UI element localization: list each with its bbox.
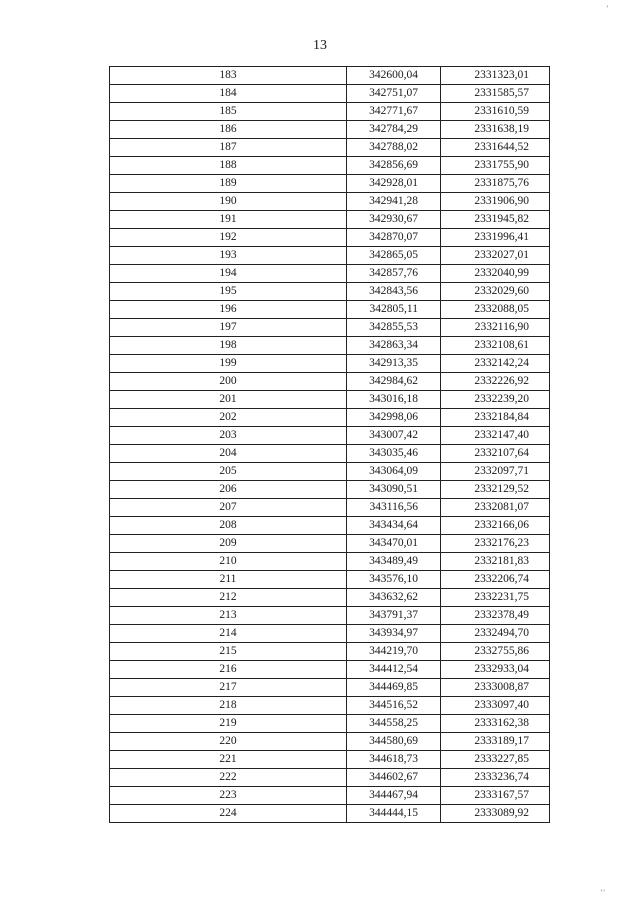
- table-row: [110, 139, 550, 157]
- y-coordinate-cell: 2332176,23: [441, 535, 550, 553]
- table-row: [110, 373, 550, 391]
- y-coordinate-cell: 2333189,17: [441, 733, 550, 751]
- table-row: [110, 697, 550, 715]
- x-coordinate-cell: 342870,07: [347, 229, 441, 247]
- y-coordinate-cell: 2332206,74: [441, 571, 550, 589]
- y-coordinate-cell: 2332081,07: [441, 499, 550, 517]
- x-coordinate-cell: 342771,67: [347, 103, 441, 121]
- point-number-cell: 215: [110, 643, 347, 661]
- table-row: [110, 157, 550, 175]
- y-coordinate-cell: 2333162,38: [441, 715, 550, 733]
- y-coordinate-cell: 2332231,75: [441, 589, 550, 607]
- x-coordinate-cell: 344412,54: [347, 661, 441, 679]
- point-number-cell: 214: [110, 625, 347, 643]
- x-coordinate-cell: 342863,34: [347, 337, 441, 355]
- y-coordinate-cell: 2332029,60: [441, 283, 550, 301]
- point-number-cell: 213: [110, 607, 347, 625]
- table-row: [110, 499, 550, 517]
- y-coordinate-cell: 2332184,84: [441, 409, 550, 427]
- point-number-cell: 216: [110, 661, 347, 679]
- point-number-cell: 202: [110, 409, 347, 427]
- table-row: [110, 355, 550, 373]
- point-number-cell: 196: [110, 301, 347, 319]
- point-number-cell: 187: [110, 139, 347, 157]
- x-coordinate-cell: 344516,52: [347, 697, 441, 715]
- coordinates-table-body: [110, 67, 550, 823]
- table-row: [110, 427, 550, 445]
- point-number-cell: 211: [110, 571, 347, 589]
- y-coordinate-cell: 2331996,41: [441, 229, 550, 247]
- point-number-cell: 224: [110, 805, 347, 823]
- y-coordinate-cell: 2333167,57: [441, 787, 550, 805]
- table-row: [110, 769, 550, 787]
- y-coordinate-cell: 2332166,06: [441, 517, 550, 535]
- table-row: [110, 481, 550, 499]
- x-coordinate-cell: 343016,18: [347, 391, 441, 409]
- x-coordinate-cell: 343090,51: [347, 481, 441, 499]
- table-row: [110, 625, 550, 643]
- y-coordinate-cell: 2331323,01: [441, 67, 550, 85]
- point-number-cell: 185: [110, 103, 347, 121]
- y-coordinate-cell: 2332378,49: [441, 607, 550, 625]
- y-coordinate-cell: 2331610,59: [441, 103, 550, 121]
- table-row: [110, 589, 550, 607]
- table-row: [110, 643, 550, 661]
- x-coordinate-cell: 344469,85: [347, 679, 441, 697]
- y-coordinate-cell: 2332933,04: [441, 661, 550, 679]
- y-coordinate-cell: 2331644,52: [441, 139, 550, 157]
- x-coordinate-cell: 343632,62: [347, 589, 441, 607]
- x-coordinate-cell: 343934,97: [347, 625, 441, 643]
- x-coordinate-cell: 342805,11: [347, 301, 441, 319]
- x-coordinate-cell: 342843,56: [347, 283, 441, 301]
- x-coordinate-cell: 342984,62: [347, 373, 441, 391]
- x-coordinate-cell: 344602,67: [347, 769, 441, 787]
- x-coordinate-cell: 343434,64: [347, 517, 441, 535]
- x-coordinate-cell: 343035,46: [347, 445, 441, 463]
- point-number-cell: 192: [110, 229, 347, 247]
- point-number-cell: 205: [110, 463, 347, 481]
- table-row: [110, 517, 550, 535]
- y-coordinate-cell: 2332226,92: [441, 373, 550, 391]
- y-coordinate-cell: 2332116,90: [441, 319, 550, 337]
- x-coordinate-cell: 342600,04: [347, 67, 441, 85]
- table-row: [110, 535, 550, 553]
- point-number-cell: 219: [110, 715, 347, 733]
- point-number-cell: 208: [110, 517, 347, 535]
- x-coordinate-cell: 344444,15: [347, 805, 441, 823]
- point-number-cell: 184: [110, 85, 347, 103]
- table-row: [110, 607, 550, 625]
- y-coordinate-cell: 2332147,40: [441, 427, 550, 445]
- x-coordinate-cell: 343116,56: [347, 499, 441, 517]
- table-row: [110, 391, 550, 409]
- point-number-cell: 190: [110, 193, 347, 211]
- table-row: [110, 661, 550, 679]
- y-coordinate-cell: 2333236,74: [441, 769, 550, 787]
- x-coordinate-cell: 342941,28: [347, 193, 441, 211]
- table-row: [110, 193, 550, 211]
- x-coordinate-cell: 342788,02: [347, 139, 441, 157]
- y-coordinate-cell: 2333008,87: [441, 679, 550, 697]
- table-row: [110, 337, 550, 355]
- x-coordinate-cell: 344580,69: [347, 733, 441, 751]
- table-row: [110, 553, 550, 571]
- y-coordinate-cell: 2331755,90: [441, 157, 550, 175]
- y-coordinate-cell: 2331638,19: [441, 121, 550, 139]
- point-number-cell: 209: [110, 535, 347, 553]
- x-coordinate-cell: 344467,94: [347, 787, 441, 805]
- table-row: [110, 67, 550, 85]
- point-number-cell: 198: [110, 337, 347, 355]
- y-coordinate-cell: 2331906,90: [441, 193, 550, 211]
- y-coordinate-cell: 2332129,52: [441, 481, 550, 499]
- table-row: [110, 733, 550, 751]
- x-coordinate-cell: 342856,69: [347, 157, 441, 175]
- x-coordinate-cell: 343791,37: [347, 607, 441, 625]
- point-number-cell: 203: [110, 427, 347, 445]
- point-number-cell: 218: [110, 697, 347, 715]
- table-row: [110, 805, 550, 823]
- x-coordinate-cell: 342751,07: [347, 85, 441, 103]
- table-row: [110, 787, 550, 805]
- y-coordinate-cell: 2332142,24: [441, 355, 550, 373]
- y-coordinate-cell: 2333227,85: [441, 751, 550, 769]
- point-number-cell: 201: [110, 391, 347, 409]
- x-coordinate-cell: 342865,05: [347, 247, 441, 265]
- table-row: [110, 463, 550, 481]
- point-number-cell: 188: [110, 157, 347, 175]
- point-number-cell: 212: [110, 589, 347, 607]
- table-row: [110, 751, 550, 769]
- y-coordinate-cell: 2332108,61: [441, 337, 550, 355]
- point-number-cell: 223: [110, 787, 347, 805]
- y-coordinate-cell: 2333097,40: [441, 697, 550, 715]
- coordinates-table: [109, 66, 550, 823]
- point-number-cell: 207: [110, 499, 347, 517]
- point-number-cell: 195: [110, 283, 347, 301]
- point-number-cell: 217: [110, 679, 347, 697]
- scan-speck: ʼ: [606, 4, 609, 13]
- y-coordinate-cell: 2332239,20: [441, 391, 550, 409]
- table-row: [110, 121, 550, 139]
- point-number-cell: 191: [110, 211, 347, 229]
- table-row: [110, 103, 550, 121]
- point-number-cell: 199: [110, 355, 347, 373]
- table-row: [110, 571, 550, 589]
- table-row: [110, 409, 550, 427]
- point-number-cell: 210: [110, 553, 347, 571]
- point-number-cell: 193: [110, 247, 347, 265]
- y-coordinate-cell: 2331875,76: [441, 175, 550, 193]
- y-coordinate-cell: 2332107,64: [441, 445, 550, 463]
- point-number-cell: 183: [110, 67, 347, 85]
- point-number-cell: 222: [110, 769, 347, 787]
- point-number-cell: 194: [110, 265, 347, 283]
- point-number-cell: 206: [110, 481, 347, 499]
- x-coordinate-cell: 343470,01: [347, 535, 441, 553]
- y-coordinate-cell: 2332181,83: [441, 553, 550, 571]
- point-number-cell: 221: [110, 751, 347, 769]
- point-number-cell: 186: [110, 121, 347, 139]
- y-coordinate-cell: 2332088,05: [441, 301, 550, 319]
- y-coordinate-cell: 2331585,57: [441, 85, 550, 103]
- y-coordinate-cell: 2332755,86: [441, 643, 550, 661]
- x-coordinate-cell: 343489,49: [347, 553, 441, 571]
- x-coordinate-cell: 342784,29: [347, 121, 441, 139]
- page-number: 13: [313, 38, 327, 53]
- table-row: [110, 301, 550, 319]
- table-row: [110, 211, 550, 229]
- x-coordinate-cell: 343064,09: [347, 463, 441, 481]
- table-row: [110, 715, 550, 733]
- x-coordinate-cell: 342855,53: [347, 319, 441, 337]
- y-coordinate-cell: 2331945,82: [441, 211, 550, 229]
- table-row: [110, 265, 550, 283]
- point-number-cell: 204: [110, 445, 347, 463]
- point-number-cell: 189: [110, 175, 347, 193]
- y-coordinate-cell: 2333089,92: [441, 805, 550, 823]
- x-coordinate-cell: 344558,25: [347, 715, 441, 733]
- table-row: [110, 319, 550, 337]
- scan-speck: ʼʼ: [600, 888, 606, 897]
- y-coordinate-cell: 2332494,70: [441, 625, 550, 643]
- table-row: [110, 679, 550, 697]
- y-coordinate-cell: 2332097,71: [441, 463, 550, 481]
- y-coordinate-cell: 2332027,01: [441, 247, 550, 265]
- table-row: [110, 85, 550, 103]
- point-number-cell: 197: [110, 319, 347, 337]
- point-number-cell: 220: [110, 733, 347, 751]
- y-coordinate-cell: 2332040,99: [441, 265, 550, 283]
- table-row: [110, 283, 550, 301]
- x-coordinate-cell: 342930,67: [347, 211, 441, 229]
- x-coordinate-cell: 343576,10: [347, 571, 441, 589]
- x-coordinate-cell: 342913,35: [347, 355, 441, 373]
- table-row: [110, 247, 550, 265]
- table-row: [110, 229, 550, 247]
- x-coordinate-cell: 342928,01: [347, 175, 441, 193]
- x-coordinate-cell: 342857,76: [347, 265, 441, 283]
- x-coordinate-cell: 344618,73: [347, 751, 441, 769]
- x-coordinate-cell: 342998,06: [347, 409, 441, 427]
- table-row: [110, 445, 550, 463]
- x-coordinate-cell: 344219,70: [347, 643, 441, 661]
- x-coordinate-cell: 343007,42: [347, 427, 441, 445]
- point-number-cell: 200: [110, 373, 347, 391]
- table-row: [110, 175, 550, 193]
